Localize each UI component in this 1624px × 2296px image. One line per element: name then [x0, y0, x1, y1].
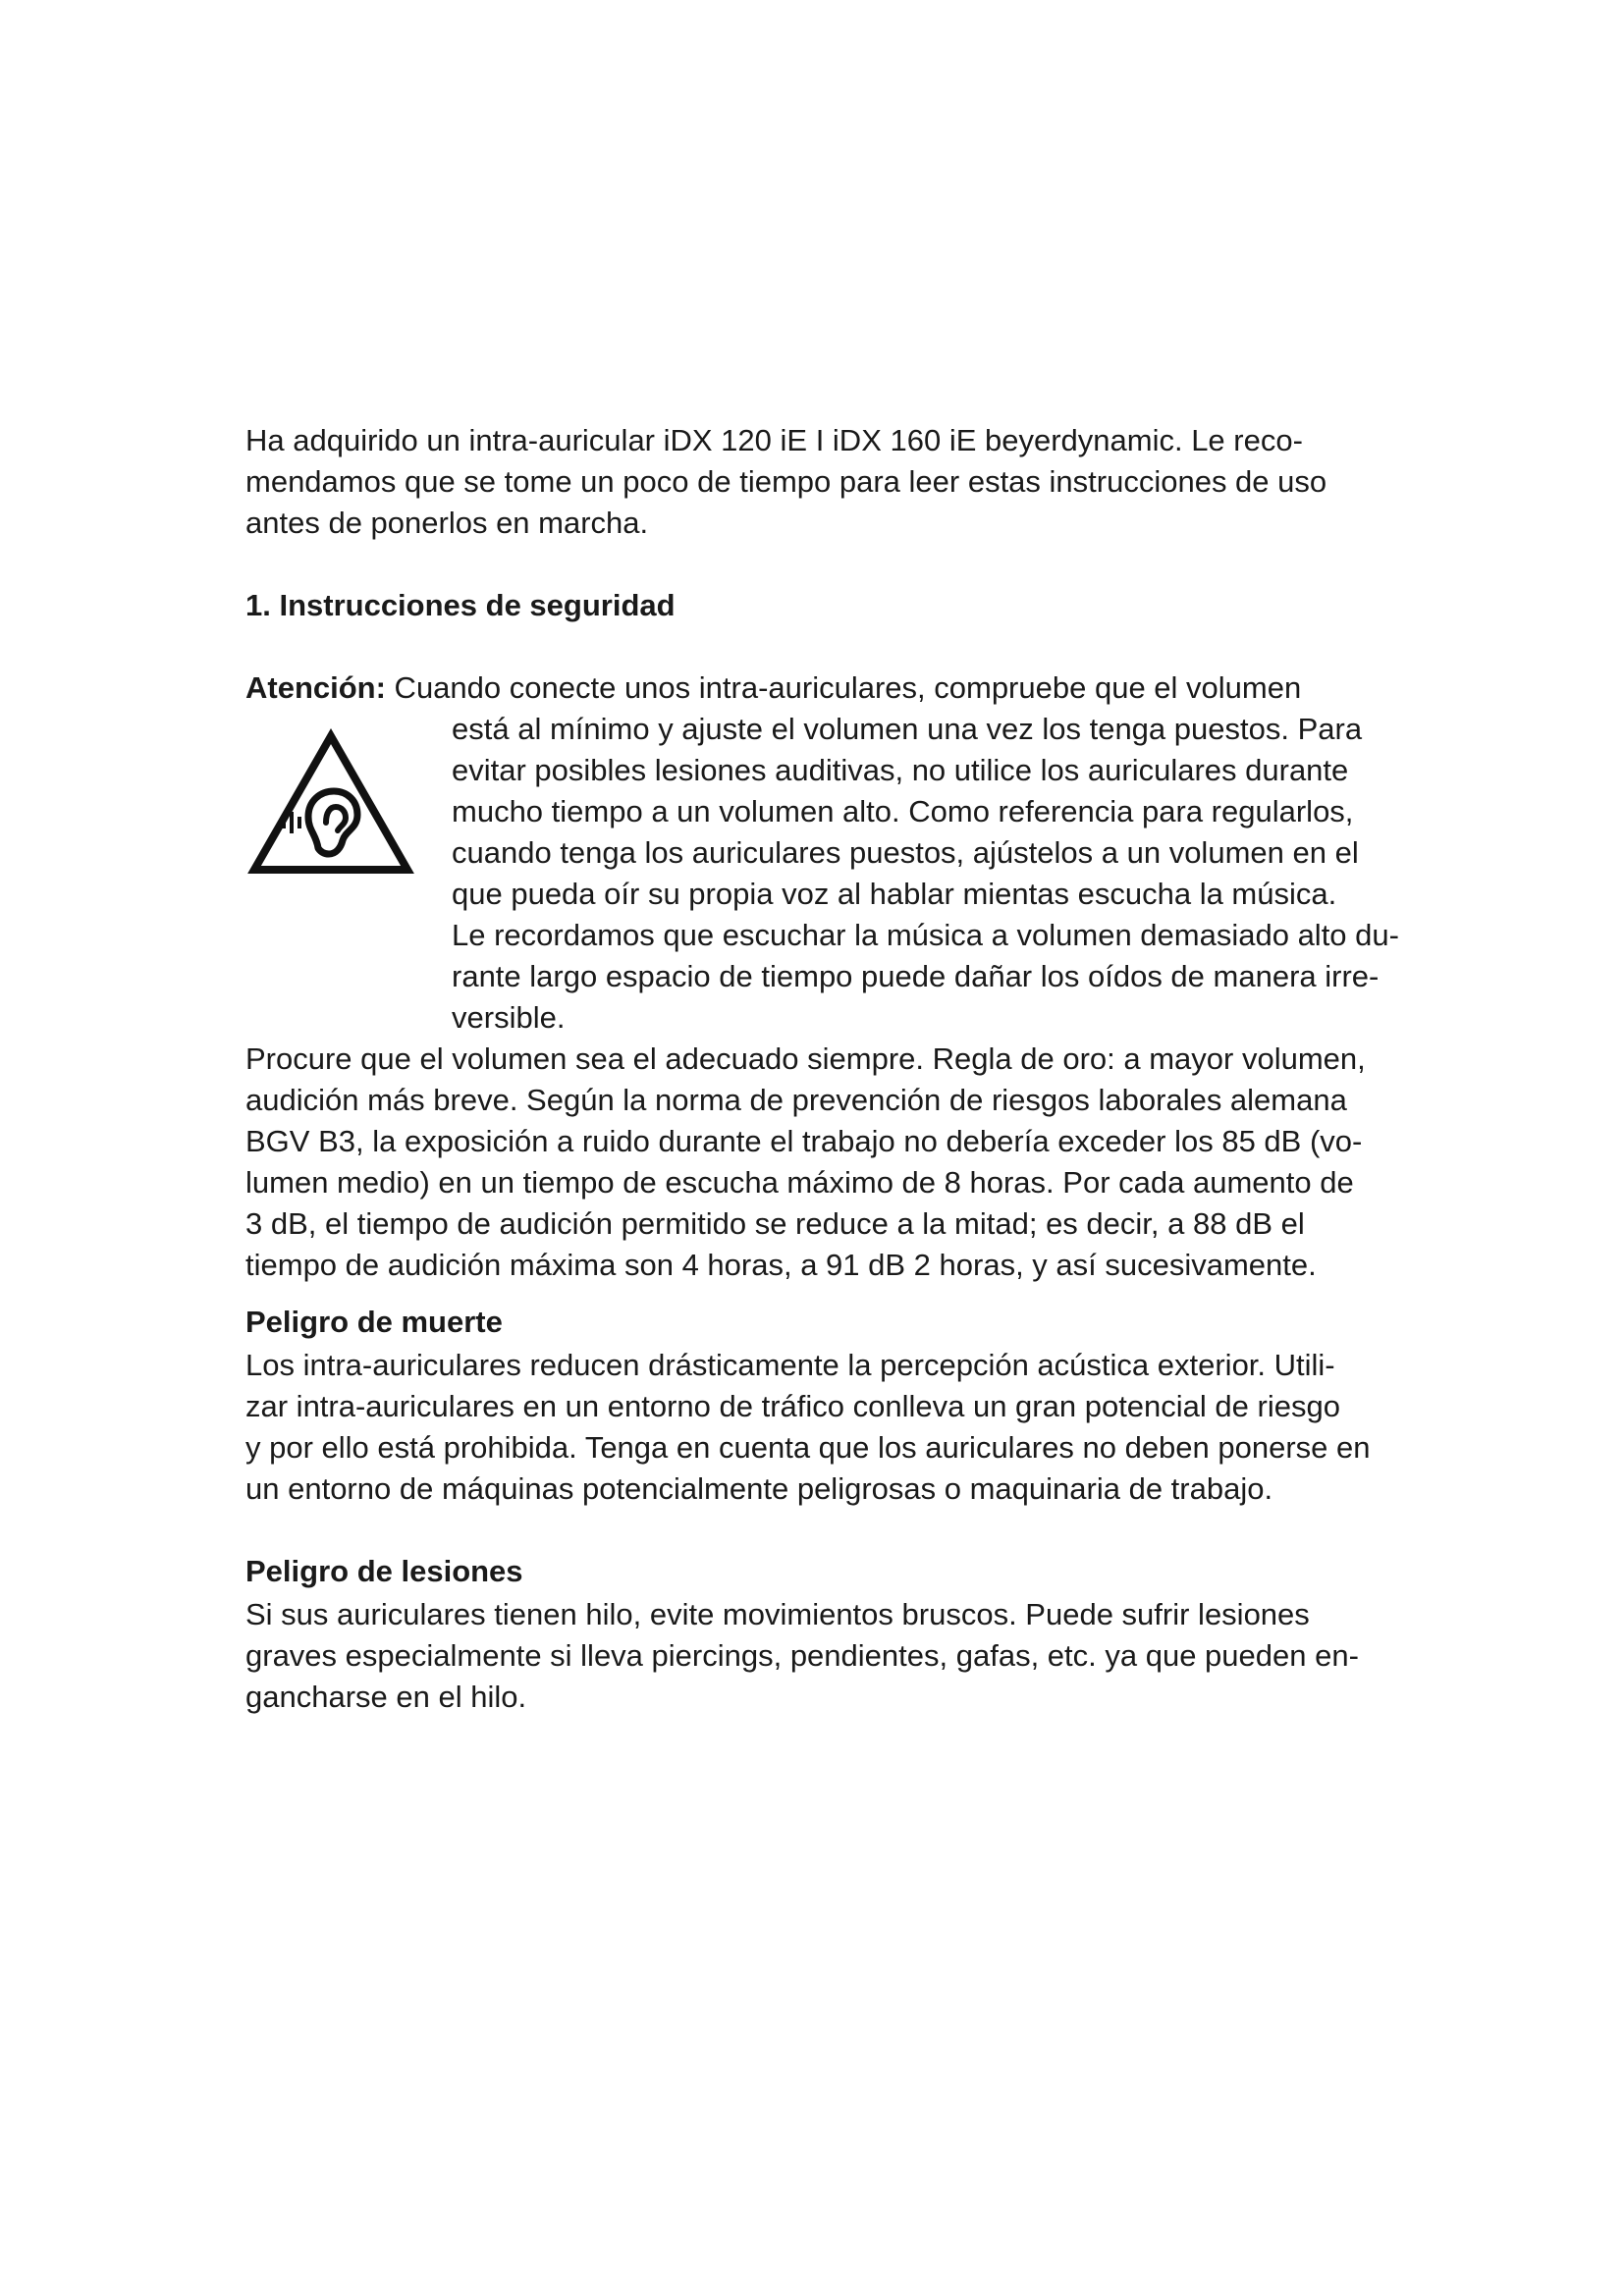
volume-line: lumen medio) en un tiempo de escucha máximo de 8 horas. Por cada aumento de	[245, 1165, 1354, 1200]
danger-death-line: Los intra-auriculares reducen drásticamente la percepción acústica exterior. Utili-	[245, 1348, 1335, 1382]
danger-injury-heading: Peligro de lesiones	[245, 1554, 523, 1588]
attention-label: Atención:	[245, 670, 386, 705]
danger-death-line: un entorno de máquinas potencialmente peligrosas o maquinaria de trabajo.	[245, 1471, 1273, 1506]
danger-injury-line: Si sus auriculares tienen hilo, evite movimientos bruscos. Puede sufrir lesiones	[245, 1597, 1310, 1631]
volume-line: audición más breve. Según la norma de prevención de riesgos laborales alemana	[245, 1083, 1347, 1117]
volume-line: BGV B3, la exposición a ruido durante el trabajo no debería exceder los 85 dB (vo-	[245, 1124, 1363, 1158]
attention-first-line	[245, 667, 1301, 709]
intro-line: Ha adquirido un intra-auricular iDX 120 iE I iDX 160 iE beyerdynamic. Le reco-	[245, 423, 1303, 457]
danger-injury-line: graves especialmente si lleva piercings, pendientes, gafas, etc. ya que pueden en-	[245, 1638, 1359, 1673]
attention-line: evitar posibles lesiones auditivas, no utilice los auriculares durante	[452, 753, 1349, 787]
attention-line: está al mínimo y ajuste el volumen una vez los tenga puestos. Para	[452, 712, 1363, 746]
volume-line: Procure que el volumen sea el adecuado siempre. Regla de oro: a mayor volumen,	[245, 1041, 1366, 1076]
attention-line: que pueda oír su propia voz al hablar mientas escucha la música.	[452, 877, 1337, 911]
danger-death-line: y por ello está prohibida. Tenga en cuenta que los auriculares no deben ponerse en	[245, 1430, 1371, 1465]
danger-injury-line: gancharse en el hilo.	[245, 1680, 527, 1714]
attention-text: Cuando conecte unos intra-auriculares, compruebe que el volumen	[385, 670, 1302, 705]
intro-line: antes de ponerlos en marcha.	[245, 506, 649, 540]
hearing-warning-icon	[247, 728, 414, 878]
attention-line: mucho tiempo a un volumen alto. Como referencia para regularlos,	[452, 794, 1354, 828]
section-heading: 1. Instrucciones de seguridad	[245, 588, 676, 622]
volume-line: 3 dB, el tiempo de audición permitido se reduce a la mitad; es decir, a 88 dB el	[245, 1206, 1305, 1241]
intro-line: mendamos que se tome un poco de tiempo para leer estas instrucciones de uso	[245, 464, 1327, 499]
attention-line: versible.	[452, 1000, 566, 1035]
attention-line: cuando tenga los auriculares puestos, ajústelos a un volumen en el	[452, 835, 1359, 870]
volume-line: tiempo de audición máxima son 4 horas, a 91 dB 2 horas, y así sucesivamente.	[245, 1248, 1317, 1282]
danger-death-heading: Peligro de muerte	[245, 1305, 503, 1339]
attention-line: rante largo espacio de tiempo puede dañar los oídos de manera irre-	[452, 959, 1380, 993]
danger-death-line: zar intra-auriculares en un entorno de tráfico conlleva un gran potencial de riesgo	[245, 1389, 1340, 1423]
attention-line: Le recordamos que escuchar la música a volumen demasiado alto du-	[452, 918, 1399, 952]
